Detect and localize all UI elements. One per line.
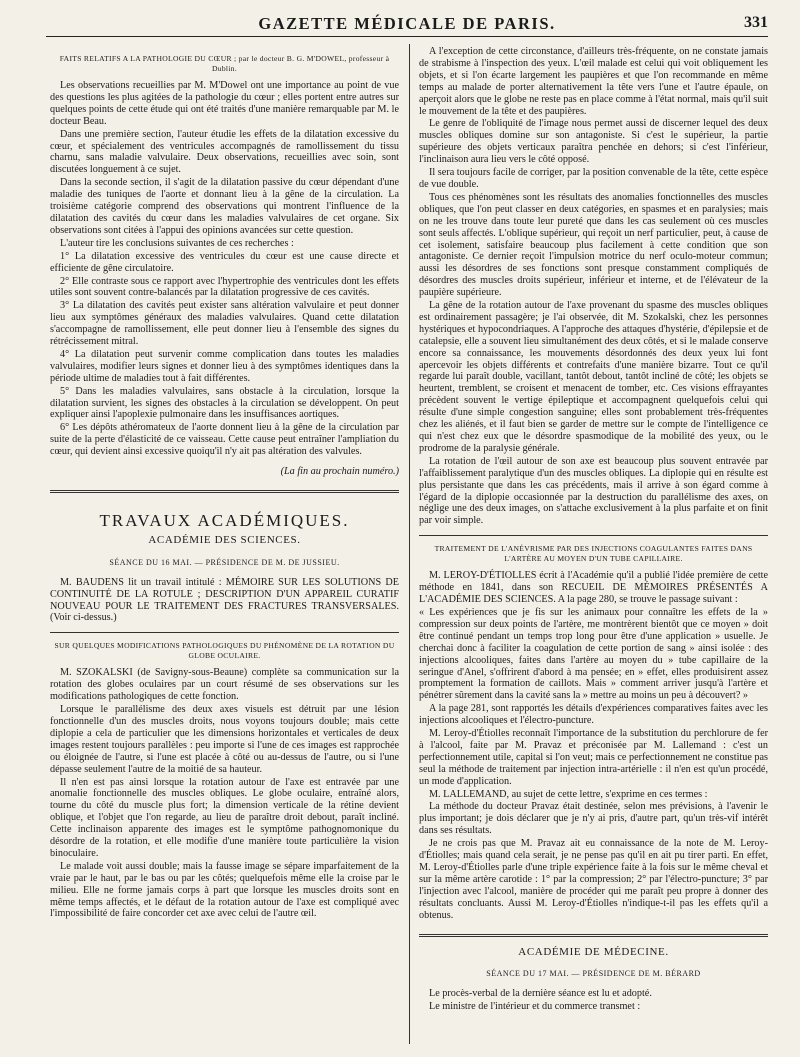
- paragraph: M. Leroy-d'Étiolles reconnaît l'importance de la substitution du perchlorure de fer à l'alcool, faite par M. Pravaz et préconisée par M. Lallemand : c'est un perfectionnement utile, capital si l'on veut; mais ce perfectionnement ne constitue pas seul la méthode de traitement par injection intra-artérielle : il n'en est qu'un procédé, un mode d'application.: [419, 728, 768, 787]
- article-heading-aneurysm: TRAITEMENT DE L'ANÉVRISME PAR DES INJECTIONS COAGULANTES FAITES DANS L'ARTÈRE AU MOYEN D'UN TUBE CAPILLAIRE.: [434, 544, 753, 563]
- paragraph: La gêne de la rotation autour de l'axe provenant du spasme des muscles obliques est ordinairement passagère; je l'ai observée, dit M. Szokalski, chez les personnes hystériques et hypocondriaques. A l'approche des attaques d'hystérie, d'épilepsie et de catalepsie, elle a souvent lieu simultanément des deux côtés, et si le malade conserve encore sa connaissance, les mouvements désordonnés des deux yeux lui font apercevoir les objets différents et contrefaits d'une manière bizarre. Tout ce qu'il regarde lui paraît double, vacillant, tantôt debout, tantôt incliné de côté; les objets se heurtent, tremblent, se croisent et menacent de tomber, etc. Ces visions effrayantes précèdent souvent le vertige épileptique et accompagnent quelquefois celui qui résulte d'une simple congestion sanguine; elles sont probablement très-fréquentes chez les aliénés, et il faut bien se garder de mettre sur le compte de l'intelligence ce qui n'est chez eux que le désordre spasmodique de la mobilité des yeux, ou le prodrome de la paralysie générale.: [419, 300, 768, 454]
- paragraph: 4° La dilatation peut survenir comme complication dans toutes les maladies valvulaires, modifier leurs signes et donner lieu à des symptômes identiques dans la période ultime de maladies tout à fait différentes.: [50, 348, 399, 384]
- quotation: « Les expériences que je fis sur les animaux pour connaître les effets de la » compression sur deux points de l'artère, me montrèrent bientôt que ce moyen » doit être continué pendant un temps trop long pour être d'une application » usuelle. Je cherchai donc à faciliter la coagulation de cette portion de sang » ainsi isolée : des injections alcooliques, faites dans l'artère au moyen du » tube capillaire de la seringue d'Anel, s'offrirent d'abord à ma pensée; en » effet, elles produisirent assez promptement la formation de caillots. Mais » comment arriver jusqu'à l'artère et pénétrer sûrement dans la cavité sans la » mettre au moins un peu à découvert? »: [419, 606, 768, 702]
- paragraph: 6° Les dépôts athéromateux de l'aorte donnent lieu à la gêne de la circulation par suite de la perte d'élasticité de ce vaisseau. Cette cause peut entraîner l'ampliation du cœur, qui devient ainsi excessive quoiqu'il n'y ait pas altération des valvules.: [50, 422, 399, 458]
- paragraph: La rotation de l'œil autour de son axe est beaucoup plus souvent entravée par l'affaiblissement paralytique d'un des muscles obliques. La diplopie qui en résulte est plus persistante que dans les cas précédents, mais il arrive à son égard comme à l'égard de la diplopie occasionnée par la destruction du parallélisme des axes, on néglige une des deux images, on s'attache exclusivement à la plus parfaite et on finit par voir simple.: [419, 455, 768, 527]
- paragraph: Tous ces phénomènes sont les résultats des anomalies fonctionnelles des muscles obliques, que l'on peut classer en deux catégories, en spasmes et en paralysies; mais on ne les trouve dans toute leur pureté que dans les cas seulement où ces muscles sont seuls affectés. L'oblique supérieur, qui reçoit un nerf particulier, peut, à cause de cet isolement, satisfaire beaucoup plus facilement à cette condition que son antagoniste. Ce dernier reçoit l'impulsion motrice du nerf oculo-moteur commun; aussi les désordres de ses fonctions sont presque constamment compliqués de désordres des muscles droits supérieur, inférieur et interne, et de l'élévateur de la paupière supérieure.: [419, 191, 768, 299]
- paragraph: Il sera toujours facile de corriger, par la position convenable de la tête, cette espèce de vue double.: [419, 167, 768, 190]
- paragraph: M. LEROY-D'ÉTIOLLES écrit à l'Académie qu'il a publié l'idée première de cette méthode en 1841, dans son RECUEIL DE MÉMOIRES PRÉSENTÉS A L'ACADÉMIE DES SCIENCES. A la page 280, se trouve le passage suivant :: [419, 570, 768, 606]
- page-number: 331: [744, 14, 768, 31]
- paragraph: Je ne crois pas que M. Pravaz ait eu connaissance de la note de M. Leroy-d'Étiolles; mais quand cela serait, je ne pense pas qu'il en ait pu tirer parti. En effet, M. Leroy-d'Étiolles parle d'une triple expérience faite à la fois sur le même cheval et sur la même artère carotide : 1° par la compression; 2° par l'électro-puncture; 3° par l'injection avec l'alcool, manière de procéder qui me paraît peu propre à donner des résultats concluants. Aussi M. Leroy-d'Étiolles n'indique-t-il pas les effets qu'il a obtenus.: [419, 838, 768, 921]
- paragraph: M. LALLEMAND, au sujet de cette lettre, s'exprime en ces termes :: [429, 788, 708, 800]
- paragraph: 1° La dilatation excessive des ventricules du cœur est une cause directe et efficiente de gêne circulatoire.: [50, 250, 399, 274]
- paragraph: A la page 281, sont rapportés les détails d'expériences comparatives faites avec les injections alcooliques et l'électro-puncture.: [419, 703, 768, 727]
- divider: [419, 535, 768, 536]
- academy-heading: ACADÉMIE DE MÉDECINE.: [518, 945, 669, 958]
- paragraph: Dans la seconde section, il s'agit de la dilatation passive du cœur dépendant d'une maladie des tuniques de l'aorte et donnant lieu à la gêne de la circulation. La troisième catégorie comprend des observations qui montrent l'influence de la dilatation des cavités du cœur dans les maladies valvulaires de cet organe. Six observations sont citées à l'appui des opinions avancées sur cette question.: [50, 177, 399, 236]
- session-heading: SÉANCE DU 16 MAI. — PRÉSIDENCE DE M. DE JUSSIEU.: [109, 557, 340, 567]
- section-title: TRAVAUX ACADÉMIQUES.: [99, 511, 350, 530]
- paragraph: L'auteur tire les conclusions suivantes de ces recherches :: [60, 237, 294, 249]
- paragraph: Le malade voit aussi double; mais la fausse image se sépare imparfaitement de la vraie par le haut, par le bas ou par les côtés; quelquefois même elle la croise par le milieu. Elle ne forme jamais corps à part que lorsque les muscles droits sont en même temps affectés, et le défaut de la rotation autour de l'axe est compliqué avec l'impossibilité de faire concorder cet axe avec celui de l'autre œil.: [50, 860, 399, 920]
- section-divider: [50, 490, 399, 493]
- continuation-note: (La fin au prochain numéro.): [280, 466, 399, 478]
- page-header: [46, 14, 768, 37]
- right-column: [419, 46, 768, 1046]
- paragraph: Il n'en est pas ainsi lorsque la rotation autour de l'axe est entravée par une anomalie fonctionnelle des muscles obliques. Le globe oculaire, entraîné alors, tourne du côté du muscle plus fort; la dimension verticale de la rétine devient oblique, et l'objet que l'on regarde, au lieu de paraître droit debout, paraît incliné. Cette inclinaison apparente des images est le symptôme pathognomonique du désordre de la rotation, et elle modifie d'une manière toute particulière la vision binoculaire.: [50, 776, 399, 859]
- divider: [50, 632, 399, 633]
- column-divider: [409, 44, 410, 1044]
- paragraph: M. BAUDENS lit un travail intitulé : MÉMOIRE SUR LES SOLUTIONS DE CONTINUITÉ DE LA ROTULE ; DESCRIPTION D'UN APPAREIL CURATIF NOUVEAU POUR LE TRAITEMENT DES FRACTURES TRANSVERSALES. (Voir ci-dessus.): [50, 576, 399, 624]
- paragraph: 2° Elle contraste sous ce rapport avec l'hypertrophie des ventricules dont les effets utiles sont souvent contre-balancés par la dilatation progressive de ces cavités.: [50, 275, 399, 299]
- section-divider: [419, 934, 768, 937]
- article-heading-mdowel: FAITS RELATIFS A LA PATHOLOGIE DU CŒUR ; par le docteur B. G. M'DOWEL, professeur à Dublin.: [59, 54, 390, 73]
- article-heading-rotation: SUR QUELQUES MODIFICATIONS PATHOLOGIQUES DU PHÉNOMÈNE DE LA ROTATION DU GLOBE OCULAIRE.: [54, 641, 395, 660]
- session-heading: SÉANCE DU 17 MAI. — PRÉSIDENCE DE M. BÉRARD: [486, 969, 701, 979]
- paragraph: La méthode du docteur Pravaz était destinée, selon mes prévisions, à l'avenir le plus important; je dois déclarer que je n'y ai pris, d'autre part, qu'un très-vif intérêt dans ses résultats.: [419, 801, 768, 837]
- paragraph: Lorsque le parallélisme des deux axes visuels est détruit par une lésion fonctionnelle d'un des muscles droits, nous voyons toujours double; mais cette diplopie a cela de particulier que les dimensions horizontales et verticales de deux images restent toujours parallèles : peu importe si l'une de ces images est rapprochée ou éloignée de l'autre, si l'une est placée à côté ou au-dessus de l'autre, ou si l'une dépasse seulement l'autre de la moitié de sa hauteur.: [50, 704, 399, 775]
- paragraph: Dans une première section, l'auteur étudie les effets de la dilatation excessive du cœur, et spécialement des ventricules accompagnés de ramollissement du tissu charnu, sans maladie valvulaire. Deux observations, recueillies avec soin, sont discutées longuement à ce sujet.: [50, 128, 399, 176]
- paragraph: A l'exception de cette circonstance, d'ailleurs très-fréquente, on ne constate jamais de strabisme à l'inspection des yeux. L'œil malade est celui qui voit obliquement les objets, et si l'on écarte largement les paupières et que l'on recommande en même temps au malade de porter alternativement la tête vers l'une et l'autre épaule, on aperçoit alors que le globe ne reste pas en place comme à l'état normal, mais qu'il suit le mouvement de la tête et des paupières.: [419, 46, 768, 117]
- paragraph: Les observations recueillies par M. M'Dowel ont une importance au point de vue des questions les plus agitées de la pathologie du cœur ; elles portent entre autres sur quelques points de cette étude qui ont été traités d'une manière remarquable par M. le docteur Beau.: [50, 80, 399, 127]
- journal-title: GAZETTE MÉDICALE DE PARIS.: [258, 14, 556, 33]
- paragraph: M. SZOKALSKI (de Savigny-sous-Beaune) complète sa communication sur la rotation des globes oculaires par un court résumé de ses observations sur les modifications pathologiques de cette fonction.: [50, 667, 399, 703]
- left-column: [50, 46, 399, 1046]
- paragraph: Le procès-verbal de la dernière séance est lu et adopté.: [429, 988, 652, 1000]
- paragraph: Le genre de l'obliquité de l'image nous permet aussi de discerner lequel des deux muscles obliques domine sur son antagoniste. Si c'est le supérieur, la partie supérieure des objets verticaux paraîtra penchée en dehors; si c'est l'inférieur, l'inclinaison aura lieu vers le côté opposé.: [419, 118, 768, 166]
- paragraph: 5° Dans les maladies valvulaires, sans obstacle à la circulation, lorsque la dilatation survient, les signes des obstacles à la circulation se développent. On peut expliquer ainsi l'apoplexie pulmonaire dans les insuffisances aortiques.: [50, 385, 399, 421]
- paragraph: Le ministre de l'intérieur et du commerce transmet :: [429, 1001, 641, 1013]
- academy-heading: ACADÉMIE DES SCIENCES.: [148, 533, 301, 546]
- paragraph: 3° La dilatation des cavités peut exister sans altération valvulaire et peut donner lieu aux symptômes généraux des maladies valvulaires. Quand cette dilatation s'accompagne de ramollissement, elle peut donner lieu à l'ensemble des signes du rétrécissement mitral.: [50, 300, 399, 348]
